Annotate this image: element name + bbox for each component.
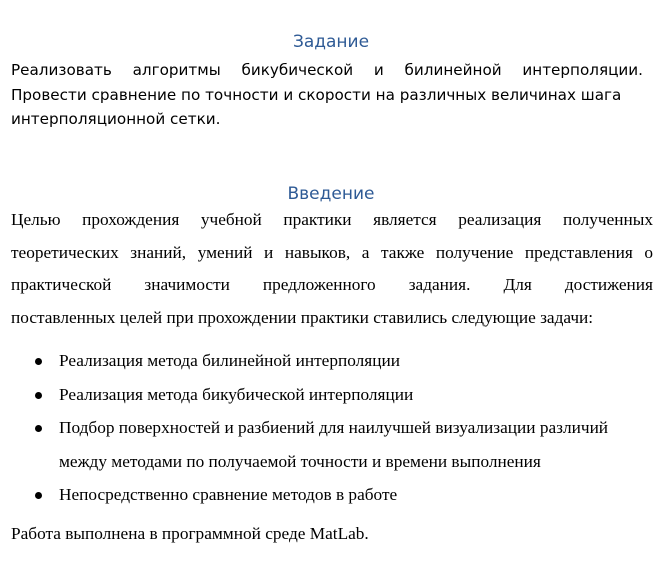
task-line-1: Реализовать алгоритмы бикубической и билинейной интерполяции. bbox=[11, 61, 643, 79]
bullet-dot-icon bbox=[35, 392, 42, 399]
intro-line-2: теоретических знаний, умений и навыков, а также получение представления о bbox=[11, 242, 653, 262]
task-line-2: Провести сравнение по точности и скорости на различных величинах шага bbox=[11, 85, 622, 104]
task-line-3: интерполяционной сетки. bbox=[11, 110, 221, 128]
bullet-text: Подбор поверхностей и разбиений для наилучшей визуализации различий bbox=[59, 418, 609, 438]
list-item bbox=[0, 411, 654, 478]
list-item bbox=[0, 378, 654, 412]
bullet-text: Реализация метода билинейной интерполяции bbox=[59, 351, 400, 370]
closing-paragraph: Работа выполнена в программной среде MatLab. bbox=[11, 524, 369, 543]
intro-heading: Введение bbox=[287, 184, 375, 204]
intro-line-4: поставленных целей при прохождении практики ставились следующие задачи: bbox=[11, 307, 594, 327]
tasks-bullet-list bbox=[0, 344, 662, 512]
bullet-dot-icon bbox=[35, 425, 42, 432]
bullet-text: Реализация метода бикубической интерполяции bbox=[59, 384, 414, 404]
intro-paragraph bbox=[11, 204, 653, 334]
bullet-text: между методами по получаемой точности и времени выполнения bbox=[59, 451, 541, 471]
bullet-dot-icon bbox=[35, 492, 42, 499]
list-item bbox=[0, 478, 654, 512]
intro-line-3: практической значимости предложенного задания. Для достижения bbox=[11, 275, 653, 295]
bullet-text: Непосредственно сравнение методов в работе bbox=[59, 485, 398, 505]
task-paragraph bbox=[11, 58, 643, 132]
task-heading: Задание bbox=[292, 32, 370, 52]
intro-line-1: Целью прохождения учебной практики является реализация полученных bbox=[11, 210, 653, 229]
bullet-dot-icon bbox=[35, 358, 42, 365]
list-item bbox=[0, 344, 654, 378]
